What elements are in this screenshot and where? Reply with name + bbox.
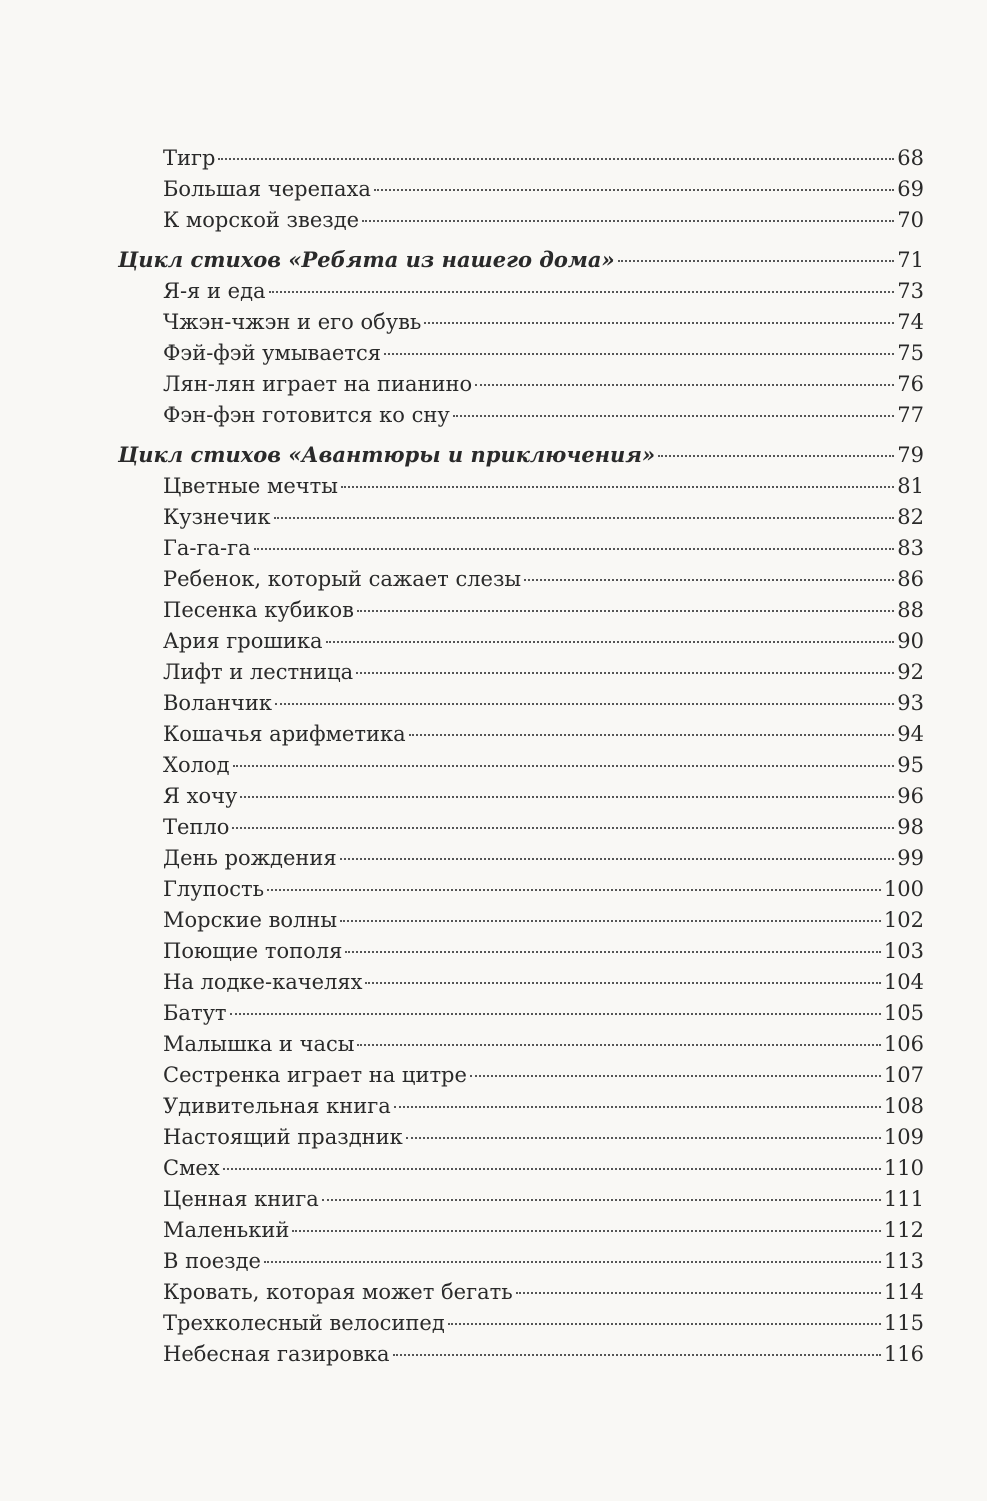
- toc-entry-title: Большая черепаха: [163, 177, 371, 201]
- toc-page-number: 106: [883, 1032, 924, 1056]
- toc-entry: [118, 338, 924, 369]
- toc-entry: [118, 781, 924, 812]
- toc-page-number: 109: [883, 1125, 924, 1149]
- toc-section-heading: [118, 439, 924, 471]
- dot-leader: [341, 486, 894, 488]
- dot-leader: [274, 517, 895, 519]
- toc-entry: [118, 1184, 924, 1215]
- toc-page-number: 98: [897, 815, 924, 839]
- toc-entry-title: Фэн-фэн готовится ко сну: [163, 403, 450, 427]
- toc-entry-title: Малышка и часы: [163, 1032, 355, 1056]
- toc-section-heading: [118, 244, 924, 276]
- toc-page-number: 75: [897, 341, 924, 365]
- toc-entry: [118, 564, 924, 595]
- toc-page-number: 88: [897, 598, 924, 622]
- toc-page-number: 102: [883, 908, 924, 932]
- toc-page-number: 111: [883, 1187, 924, 1211]
- dot-leader: [384, 353, 894, 355]
- toc-entry-title: Смех: [163, 1156, 220, 1180]
- toc-entry-title: Кошачья арифметика: [163, 722, 406, 746]
- toc-entry: [118, 471, 924, 502]
- dot-leader: [475, 384, 894, 386]
- toc-entry-title: Воланчик: [163, 691, 272, 715]
- toc-page-number: 71: [897, 248, 924, 272]
- toc-entry-title: Тепло: [163, 815, 230, 839]
- toc-entry: [118, 1153, 924, 1184]
- toc-entry-title: В поезде: [163, 1249, 261, 1273]
- dot-leader: [470, 1075, 881, 1077]
- toc-entry: [118, 1060, 924, 1091]
- toc-page-number: 104: [883, 970, 924, 994]
- toc-entry-title: К морской звезде: [163, 208, 360, 232]
- toc-entry-title: Лифт и лестница: [163, 660, 354, 684]
- toc-page-number: 76: [897, 372, 924, 396]
- toc-entry-title: Га-га-га: [163, 536, 251, 560]
- toc-entry-title: Трехколесный велосипед: [163, 1311, 445, 1335]
- toc-entry-title: Ребенок, который сажает слезы: [163, 567, 522, 591]
- dot-leader: [394, 1106, 881, 1108]
- dot-leader: [453, 415, 895, 417]
- toc-page-number: 112: [883, 1218, 924, 1242]
- toc-page-number: 95: [897, 753, 924, 777]
- toc-entry-title: Кузнечик: [163, 505, 271, 529]
- toc-entry: [118, 874, 924, 905]
- toc-entry: [118, 657, 924, 688]
- dot-leader: [362, 220, 894, 222]
- dot-leader: [345, 951, 881, 953]
- dot-leader: [424, 322, 894, 324]
- toc-entry-title: Лян-лян играет на пианино: [163, 372, 473, 396]
- toc-entry: [118, 400, 924, 431]
- dot-leader: [618, 260, 895, 262]
- toc-entry: [118, 1339, 924, 1370]
- toc-entry: [118, 1308, 924, 1339]
- toc-page-number: 77: [897, 403, 924, 427]
- dot-leader: [406, 1137, 881, 1139]
- toc-entry: [118, 936, 924, 967]
- dot-leader: [357, 1044, 880, 1046]
- dot-leader: [269, 291, 895, 293]
- toc-page-number: 103: [883, 939, 924, 963]
- dot-leader: [326, 641, 895, 643]
- toc-page-number: 105: [883, 1001, 924, 1025]
- toc-entry: [118, 812, 924, 843]
- toc-page-number: 69: [897, 177, 924, 201]
- dot-leader: [275, 703, 894, 705]
- toc-entry-title: Морские волны: [163, 908, 338, 932]
- toc-page-number: 86: [897, 567, 924, 591]
- toc-page-number: 82: [897, 505, 924, 529]
- toc-entry-title: На лодке-качелях: [163, 970, 363, 994]
- dot-leader: [254, 548, 895, 550]
- toc-entry: [118, 998, 924, 1029]
- toc-entry-title: Тигр: [163, 146, 216, 170]
- toc-entry: [118, 1277, 924, 1308]
- dot-leader: [516, 1292, 881, 1294]
- dot-leader: [322, 1199, 881, 1201]
- dot-leader: [223, 1168, 881, 1170]
- dot-leader: [267, 889, 881, 891]
- toc-page-number: 96: [897, 784, 924, 808]
- toc-page-number: 68: [897, 146, 924, 170]
- toc-entry-title: Глупость: [163, 877, 265, 901]
- toc-entry: [118, 688, 924, 719]
- toc-entry: [118, 1215, 924, 1246]
- toc-entry: [118, 205, 924, 236]
- toc-entry-title: Удивительная книга: [163, 1094, 391, 1118]
- toc-entry: [118, 843, 924, 874]
- toc-page-number: 92: [897, 660, 924, 684]
- toc-page-number: 116: [883, 1342, 924, 1366]
- toc-entry-title: Я-я и еда: [163, 279, 266, 303]
- toc-section-title: Цикл стихов «Ребята из нашего дома»: [118, 247, 615, 272]
- dot-leader: [658, 455, 894, 457]
- toc-page-number: 74: [897, 310, 924, 334]
- toc-page-number: 100: [883, 877, 924, 901]
- dot-leader: [374, 189, 894, 191]
- toc-page-number: 83: [897, 536, 924, 560]
- toc-entry-title: Чжэн-чжэн и его обувь: [163, 310, 422, 334]
- toc-entry-title: Сестренка играет на цитре: [163, 1063, 467, 1087]
- toc-entry: [118, 626, 924, 657]
- toc-page-number: 107: [883, 1063, 924, 1087]
- dot-leader: [524, 579, 894, 581]
- toc-entry-title: Песенка кубиков: [163, 598, 354, 622]
- toc-entry: [118, 719, 924, 750]
- dot-leader: [365, 982, 880, 984]
- toc-entry: [118, 967, 924, 998]
- toc-entry: [118, 595, 924, 626]
- toc-page-number: 79: [897, 443, 924, 467]
- toc-page-number: 110: [883, 1156, 924, 1180]
- toc-entry-title: Небесная газировка: [163, 1342, 390, 1366]
- dot-leader: [218, 158, 894, 160]
- dot-leader: [240, 796, 894, 798]
- toc-entry-title: Ария грошика: [163, 629, 323, 653]
- toc-entry: [118, 174, 924, 205]
- dot-leader: [448, 1323, 881, 1325]
- toc-entry: [118, 1246, 924, 1277]
- toc-page-number: 115: [883, 1311, 924, 1335]
- toc-entry: [118, 143, 924, 174]
- toc-page-number: 99: [897, 846, 924, 870]
- dot-leader: [340, 920, 881, 922]
- toc-entry-title: День рождения: [163, 846, 337, 870]
- toc-entry: [118, 276, 924, 307]
- toc-entry-title: Я хочу: [163, 784, 238, 808]
- toc-page-number: 108: [883, 1094, 924, 1118]
- toc-page-number: 94: [897, 722, 924, 746]
- toc-entry: [118, 1029, 924, 1060]
- dot-leader: [409, 734, 895, 736]
- dot-leader: [356, 672, 894, 674]
- toc-entry-title: Цветные мечты: [163, 474, 338, 498]
- dot-leader: [292, 1230, 881, 1232]
- toc-page-number: 114: [883, 1280, 924, 1304]
- dot-leader: [264, 1261, 881, 1263]
- toc-page-number: 113: [883, 1249, 924, 1273]
- toc-entry-title: Настоящий праздник: [163, 1125, 403, 1149]
- toc-entry-title: Батут: [163, 1001, 227, 1025]
- dot-leader: [393, 1354, 881, 1356]
- toc-page-number: 81: [897, 474, 924, 498]
- toc-entry: [118, 905, 924, 936]
- toc-entry: [118, 1091, 924, 1122]
- toc-entry: [118, 369, 924, 400]
- toc-page-number: 70: [897, 208, 924, 232]
- toc-entry: [118, 502, 924, 533]
- dot-leader: [232, 827, 894, 829]
- dot-leader: [230, 1013, 881, 1015]
- toc-page-number: 90: [897, 629, 924, 653]
- toc-page-number: 93: [897, 691, 924, 715]
- toc-entry-title: Холод: [163, 753, 230, 777]
- toc-entry-title: Ценная книга: [163, 1187, 319, 1211]
- toc-section-title: Цикл стихов «Авантюры и приключения»: [118, 442, 656, 467]
- toc-page-number: 73: [897, 279, 924, 303]
- toc-entry: [118, 1122, 924, 1153]
- toc-entry: [118, 533, 924, 564]
- toc-entry-title: Поющие тополя: [163, 939, 343, 963]
- dot-leader: [233, 765, 895, 767]
- toc-entry-title: Кровать, которая может бегать: [163, 1280, 513, 1304]
- toc-entry-title: Маленький: [163, 1218, 290, 1242]
- toc-entry: [118, 750, 924, 781]
- toc-entry-title: Фэй-фэй умывается: [163, 341, 381, 365]
- table-of-contents: [118, 143, 924, 1370]
- dot-leader: [340, 858, 895, 860]
- dot-leader: [357, 610, 894, 612]
- toc-entry: [118, 307, 924, 338]
